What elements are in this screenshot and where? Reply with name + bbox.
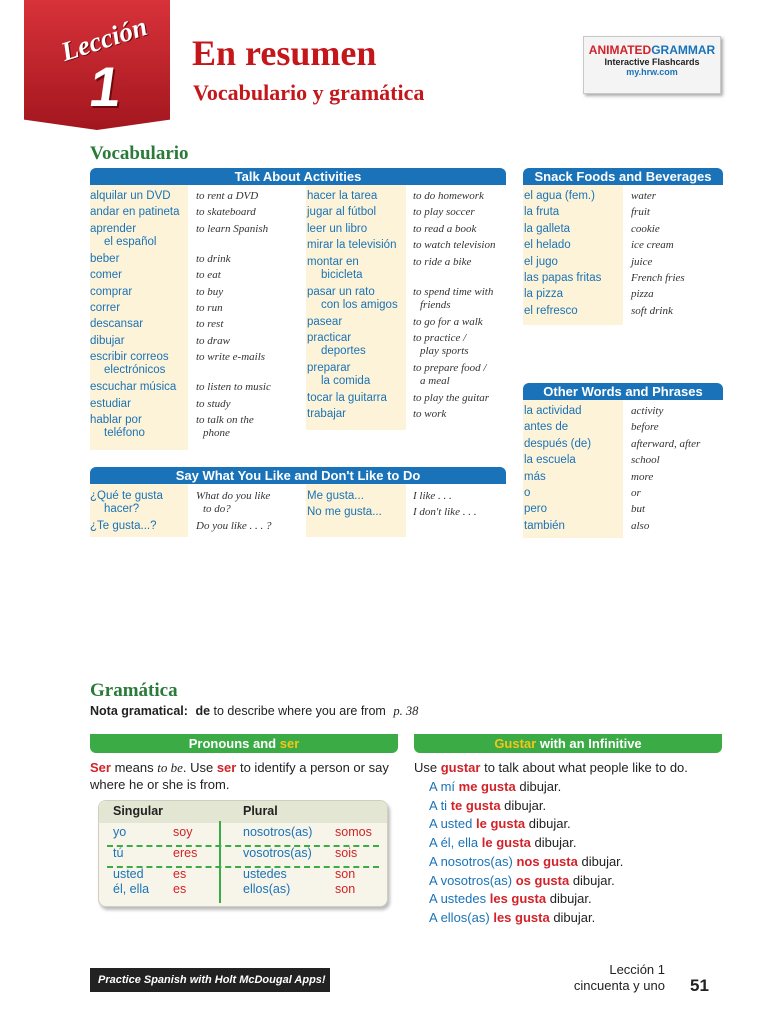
example-verb: nos gusta xyxy=(516,853,578,869)
example-verb: me gusta xyxy=(458,779,516,794)
example-subject: A mí xyxy=(429,779,456,794)
verb-singular: es xyxy=(173,867,187,881)
spanish-term: Me gusta... xyxy=(307,490,364,502)
gustar-explanation xyxy=(414,759,734,776)
example-verb: les gusta xyxy=(493,909,550,925)
english-term: to read a book xyxy=(413,222,477,235)
english-term: to play soccer xyxy=(413,206,475,219)
english-term: Do you like . . . ? xyxy=(196,520,272,532)
note-page: p. 38 xyxy=(393,704,419,718)
spanish-term: también xyxy=(524,519,565,532)
english-term: to prepare food / a meal xyxy=(413,362,487,387)
gustar-example xyxy=(429,797,729,816)
spanish-term: después (de) xyxy=(524,437,592,450)
spanish-term: comprar xyxy=(90,285,133,298)
verb-singular: es xyxy=(173,882,187,896)
note-word: de xyxy=(195,704,211,718)
spanish-term: pero xyxy=(524,503,548,516)
spanish-term: la fruta xyxy=(524,206,560,219)
spanish-term: leer un libro xyxy=(307,222,368,235)
english-term: What do you like to do? xyxy=(196,490,271,515)
table-vline xyxy=(219,821,221,903)
gustar-example xyxy=(429,778,729,797)
english-term: afterward, after xyxy=(631,437,701,450)
english-term: French fries xyxy=(631,272,685,284)
example-infinitive: dibujar. xyxy=(572,872,615,888)
spanish-term: correr xyxy=(90,302,121,314)
pronoun-singular: tú xyxy=(113,846,124,860)
example-infinitive: dibujar. xyxy=(549,891,592,907)
english-term: to work xyxy=(413,408,447,421)
spanish-term: el helado xyxy=(524,239,571,252)
spanish-term: montar en bicicleta xyxy=(307,255,363,281)
verb-plural: son xyxy=(335,867,356,881)
gustar-bar xyxy=(414,734,722,753)
ser-t6: to identify a person or say xyxy=(236,760,389,775)
example-verb: le gusta xyxy=(476,816,526,832)
english-term: to spend time with friends xyxy=(413,285,494,311)
spanish-term: trabajar xyxy=(307,408,346,421)
spanish-term: jugar al fútbol xyxy=(307,206,377,219)
other-bar: Other Words and Phrases xyxy=(523,383,723,400)
gustar-example xyxy=(429,853,729,872)
spanish-term: aprender el español xyxy=(90,222,157,248)
gustar-word: gustar xyxy=(440,760,481,775)
english-term: I don't like . . . xyxy=(413,506,477,519)
example-subject: A ti xyxy=(429,797,448,813)
pronoun-plural: ellos(as) xyxy=(243,882,291,896)
english-term: to drink xyxy=(196,252,231,265)
snack-bar: Snack Foods and Beverages xyxy=(523,168,723,185)
english-term: I like . . . xyxy=(413,490,452,502)
example-infinitive: dibujar. xyxy=(519,779,562,794)
ag-title-b: GRAMMAR xyxy=(651,43,716,57)
gustar-example xyxy=(429,872,729,891)
note-text: to describe where you are from xyxy=(213,704,386,718)
footer-page-words: cincuenta y uno xyxy=(573,978,665,993)
english-term: water xyxy=(631,190,657,202)
english-term: to draw xyxy=(196,334,230,347)
page-title: En resumen xyxy=(192,33,377,73)
spanish-term: la galleta xyxy=(524,222,571,235)
note-label: Nota gramatical: xyxy=(90,704,188,718)
ag-line2: Interactive Flashcards xyxy=(604,57,700,67)
english-term: to go for a walk xyxy=(413,315,483,328)
english-term: also xyxy=(631,519,650,532)
english-term: before xyxy=(631,421,659,434)
spanish-term: las papas fritas xyxy=(524,272,602,284)
spanish-term: alquilar un DVD xyxy=(90,190,171,202)
english-term: but xyxy=(631,503,646,516)
spanish-term: más xyxy=(524,470,546,483)
gustar-example xyxy=(429,909,729,928)
spanish-term: escuchar música xyxy=(90,381,177,394)
spanish-term: hablar por teléfono xyxy=(90,414,145,439)
pronouns-bar xyxy=(90,734,398,753)
page-subtitle: Vocabulario y gramática xyxy=(193,80,425,105)
english-term: to watch television xyxy=(413,239,496,252)
english-term: to rest xyxy=(196,318,224,331)
verb-singular: eres xyxy=(173,846,198,860)
english-term: to learn Spanish xyxy=(196,222,269,235)
spanish-term: o xyxy=(524,487,531,499)
spanish-term: tocar la guitarra xyxy=(307,392,387,404)
spanish-term: ¿Te gusta...? xyxy=(90,520,157,532)
english-term: or xyxy=(631,487,641,499)
gustar-example xyxy=(429,834,729,853)
example-infinitive: dibujar. xyxy=(553,909,596,925)
col-singular: Singular xyxy=(113,804,164,818)
grammar-heading: Gramática xyxy=(90,680,178,701)
example-subject: A usted xyxy=(429,816,473,832)
pronoun-singular: yo xyxy=(113,825,127,839)
spanish-term: beber xyxy=(90,252,120,265)
spanish-term: la actividad xyxy=(524,405,582,417)
gustar-examples xyxy=(429,778,729,928)
english-term: to listen to music xyxy=(196,381,271,394)
english-term: school xyxy=(631,454,660,467)
verb-plural: sois xyxy=(335,846,358,860)
spanish-term: la pizza xyxy=(524,288,563,301)
gustar-bar-b: with an Infinitive xyxy=(536,736,642,751)
spanish-term: el jugo xyxy=(524,255,558,268)
pronoun-plural: nosotros(as) xyxy=(243,825,313,839)
english-term: to rent a DVD xyxy=(196,190,259,202)
spanish-term: antes de xyxy=(524,421,569,434)
spanish-term: preparar la comida xyxy=(307,362,371,387)
page-number: 51 xyxy=(690,976,709,995)
english-term: juice xyxy=(631,255,653,268)
spanish-term: la escuela xyxy=(524,454,576,467)
verb-plural: son xyxy=(335,882,356,896)
spanish-term: el agua (fem.) xyxy=(524,190,595,202)
spanish-term: hacer la tarea xyxy=(307,190,378,202)
example-infinitive: dibujar. xyxy=(504,797,547,813)
example-subject: A nosotros(as) xyxy=(429,853,513,869)
english-term: more xyxy=(631,470,654,483)
english-term: to eat xyxy=(196,269,221,282)
footer-lesson xyxy=(540,962,665,994)
apps-banner[interactable]: Practice Spanish with Holt McDougal Apps! xyxy=(90,968,330,992)
footer-lesson-label: Lección 1 xyxy=(609,962,665,977)
english-term: to buy xyxy=(196,285,224,298)
spanish-term: comer xyxy=(90,269,122,282)
spanish-term: pasar un rato con los amigos xyxy=(307,285,398,311)
example-verb: le gusta xyxy=(481,835,531,851)
gustar-i1: Use xyxy=(414,760,441,775)
english-term: ice cream xyxy=(631,239,674,252)
spanish-term: practicar deportes xyxy=(307,332,366,357)
example-subject: A él, ella xyxy=(429,835,479,851)
english-term: activity xyxy=(631,405,664,417)
animated-grammar-badge[interactable] xyxy=(583,36,721,94)
english-term: soft drink xyxy=(631,304,673,317)
likes-bar: Say What You Like and Don't Like to Do xyxy=(90,467,506,484)
col-plural: Plural xyxy=(243,804,278,818)
grammar-note xyxy=(90,704,418,719)
ser-t4: . Use xyxy=(182,760,217,775)
gustar-i3: to talk about what people like to do. xyxy=(480,760,688,775)
spanish-term: estudiar xyxy=(90,397,131,410)
example-subject: A ustedes xyxy=(429,891,487,907)
ser-conjugation-table xyxy=(98,800,388,907)
pronouns-bar-a: Pronouns and xyxy=(188,736,280,751)
spanish-term: mirar la televisión xyxy=(307,239,397,252)
vocab-heading: Vocabulario xyxy=(90,143,189,164)
spanish-term: descansar xyxy=(90,318,144,331)
ser-t7: where he or she is from. xyxy=(90,777,230,792)
example-subject: A ellos(as) xyxy=(429,909,490,925)
pronoun-singular: usted xyxy=(113,867,144,881)
talk-activities-bar: Talk About Activities xyxy=(90,168,506,185)
english-term: to study xyxy=(196,397,231,410)
spanish-term: ¿Qué te gusta hacer? xyxy=(90,490,163,515)
ag-title-a: ANIMATED xyxy=(588,43,652,57)
example-verb: les gusta xyxy=(489,891,547,907)
example-verb: te gusta xyxy=(450,797,501,813)
example-verb: os gusta xyxy=(515,872,570,888)
example-subject: A vosotros(as) xyxy=(429,872,513,888)
ser-t3: to be xyxy=(157,760,183,775)
ser-t2: means xyxy=(110,760,158,775)
lesson-word: Lección xyxy=(57,11,151,67)
english-term: to ride a bike xyxy=(413,255,472,268)
english-term: cookie xyxy=(631,222,660,235)
spanish-term: No me gusta... xyxy=(307,506,382,519)
spanish-term: andar en patineta xyxy=(90,206,180,219)
pronoun-plural: vosotros(as) xyxy=(243,846,312,860)
lesson-number: 1 xyxy=(85,55,126,118)
spanish-term: dibujar xyxy=(90,334,125,347)
example-infinitive: dibujar. xyxy=(534,835,577,851)
pronoun-singular: él, ella xyxy=(113,882,150,896)
english-term: to skateboard xyxy=(196,206,256,219)
example-infinitive: dibujar. xyxy=(528,816,571,832)
english-term: pizza xyxy=(631,288,654,301)
verb-plural: somos xyxy=(335,825,372,839)
ser-word-2: ser xyxy=(216,760,237,775)
english-term: to write e-mails xyxy=(196,351,266,364)
gustar-example xyxy=(429,815,729,834)
english-term: to play the guitar xyxy=(413,392,490,404)
english-term: to talk on the phone xyxy=(196,414,254,439)
spanish-term: pasear xyxy=(307,315,343,328)
ser-word-1: Ser xyxy=(90,760,111,775)
english-term: to practice / play sports xyxy=(413,332,469,357)
spanish-term: escribir correos electrónicos xyxy=(90,351,169,377)
english-term: to do homework xyxy=(413,190,484,202)
gustar-bar-a: Gustar xyxy=(494,736,537,751)
english-term: fruit xyxy=(631,206,650,219)
ag-line3: my.hrw.com xyxy=(626,67,678,77)
english-term: to run xyxy=(196,302,223,314)
spanish-term: el refresco xyxy=(524,304,578,317)
pronoun-plural: ustedes xyxy=(243,867,287,881)
example-infinitive: dibujar. xyxy=(581,853,624,869)
ser-explanation xyxy=(90,759,400,793)
pronouns-bar-b: ser xyxy=(279,736,300,751)
gustar-example xyxy=(429,890,729,909)
verb-singular: soy xyxy=(173,825,193,839)
